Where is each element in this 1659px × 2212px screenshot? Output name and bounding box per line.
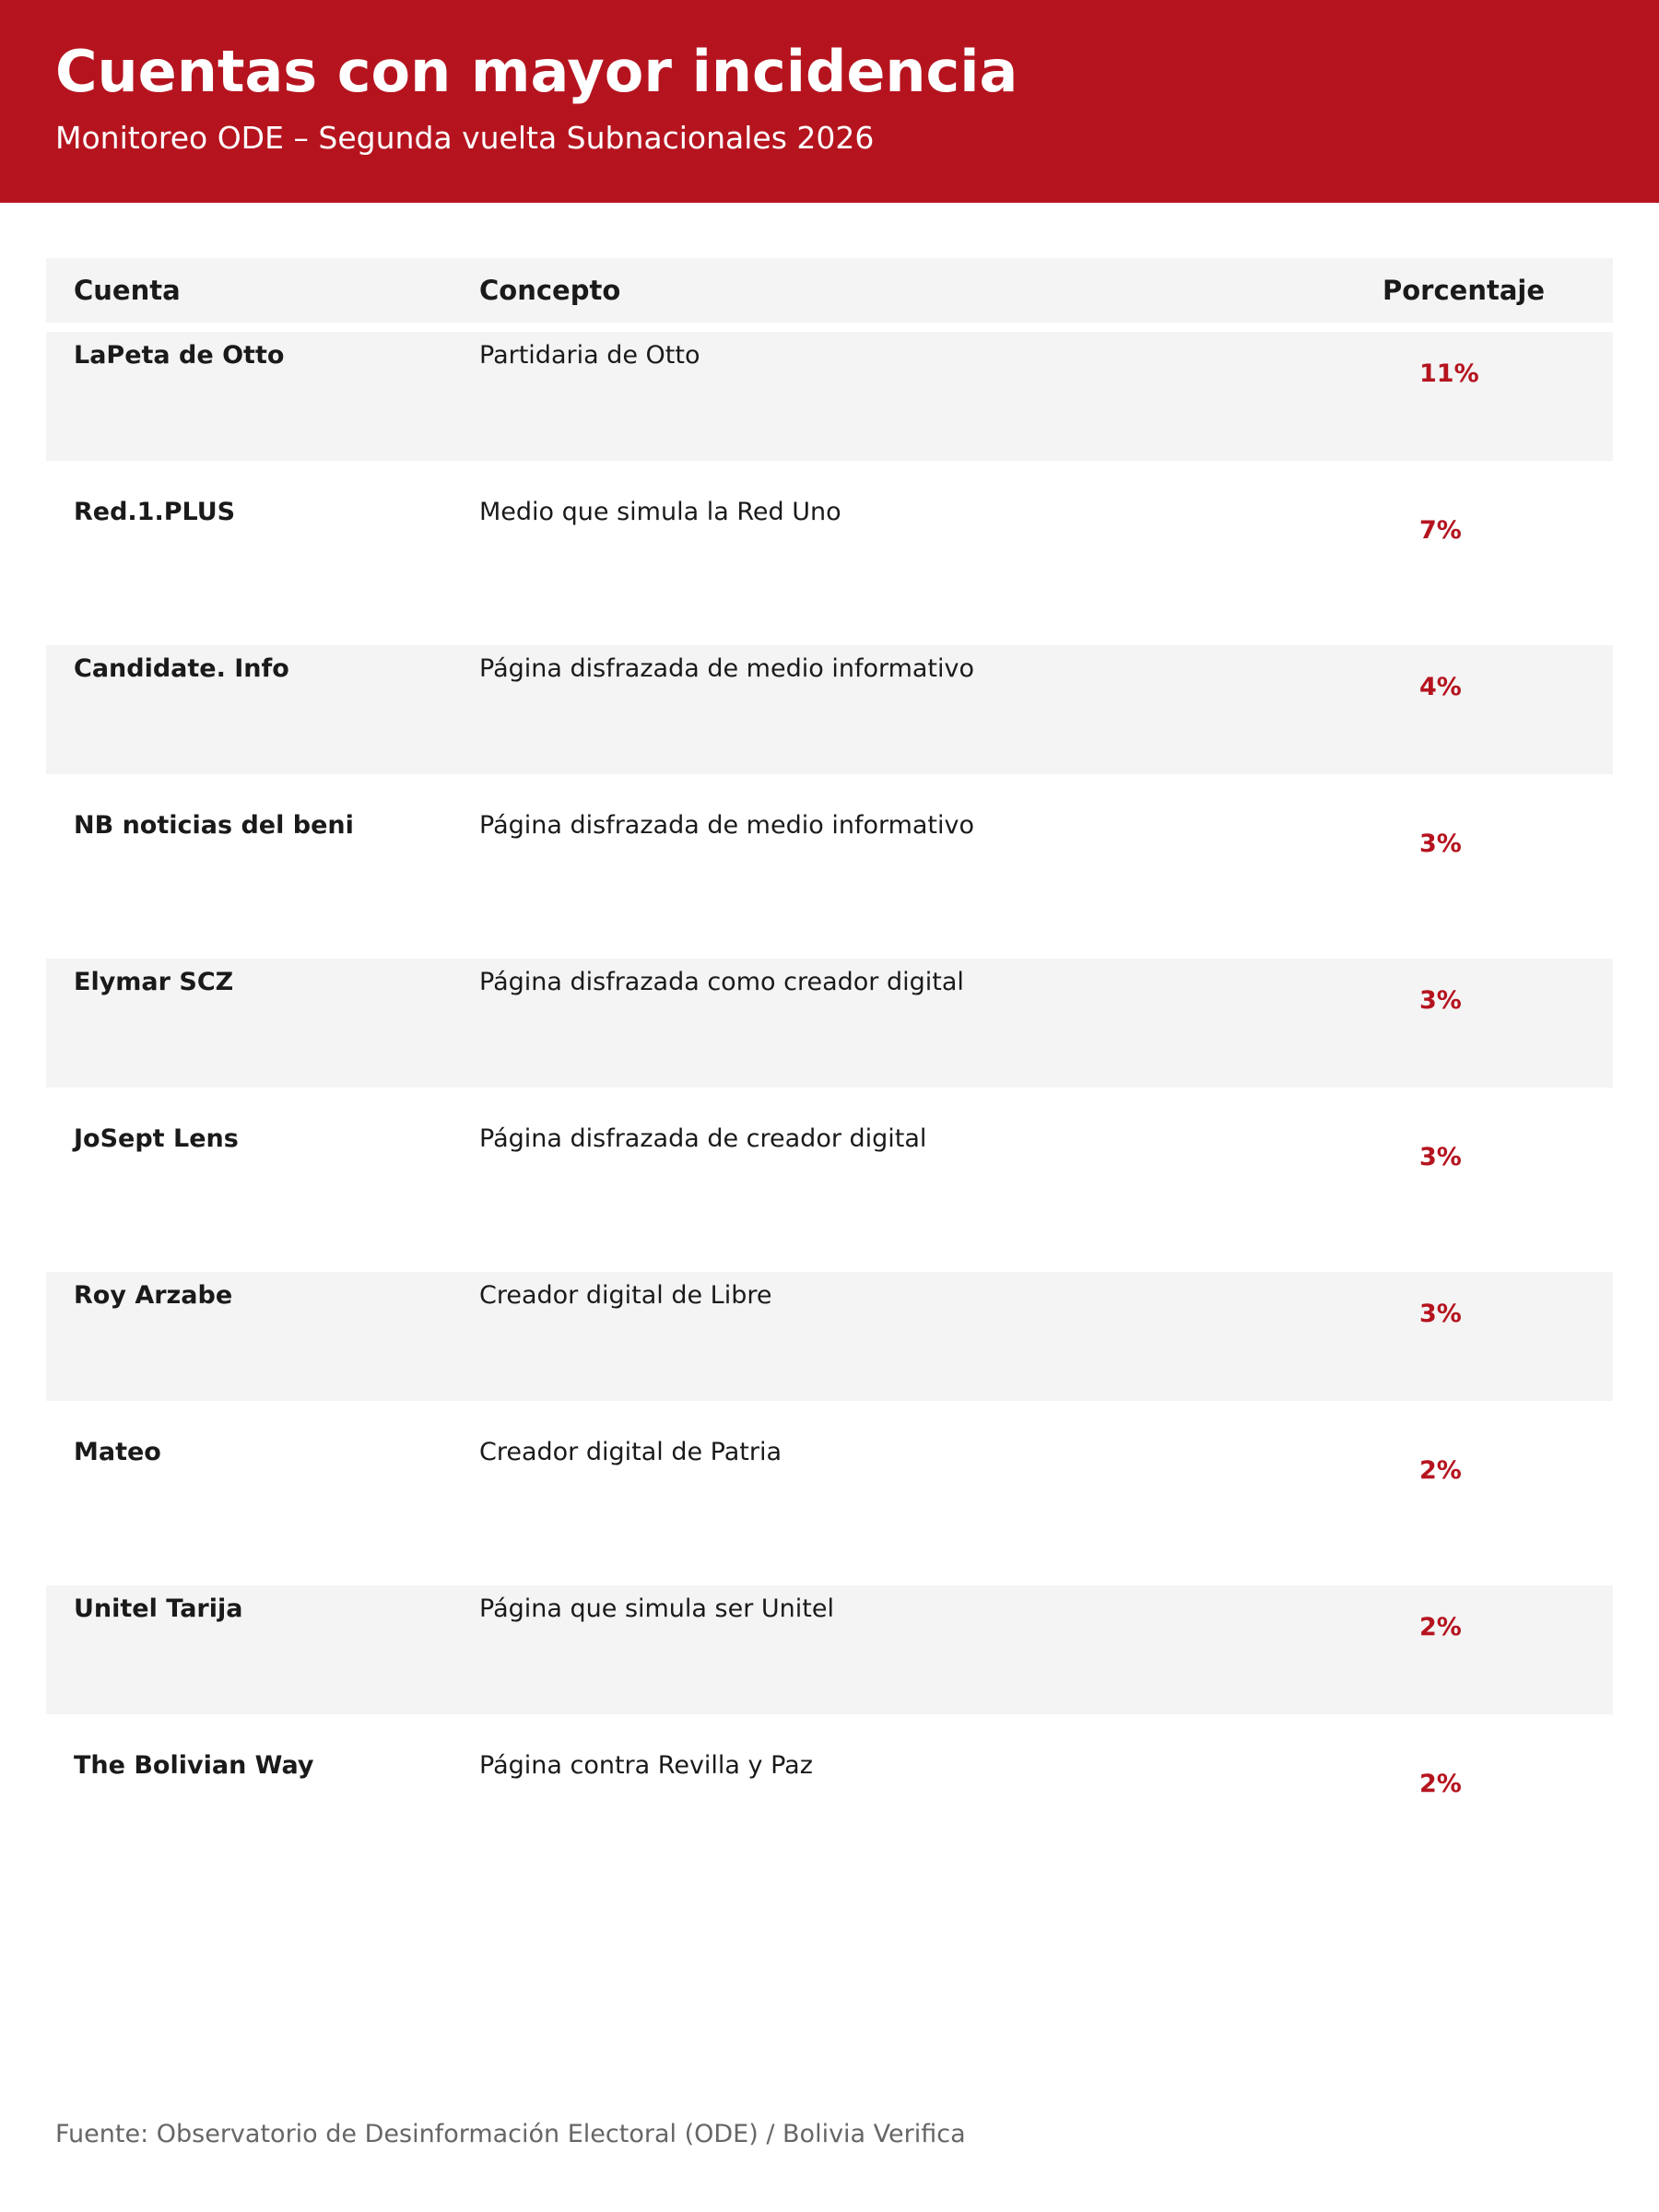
account-name: Mateo: [74, 1438, 161, 1466]
header-banner: [0, 0, 1659, 203]
account-name: LaPeta de Otto: [74, 341, 285, 370]
table-row: [46, 645, 1613, 774]
table-header: [46, 258, 1613, 323]
account-name: Unitel Tarija: [74, 1594, 243, 1623]
page-subtitle: Monitoreo ODE – Segunda vuelta Subnacionales 2026: [55, 120, 875, 156]
account-percentage: 7%: [1419, 516, 1462, 545]
account-percentage: 3%: [1419, 1143, 1462, 1171]
account-concept: Página disfrazada de medio informativo: [479, 654, 975, 683]
source-note: Fuente: Observatorio de Desinformación Electoral (ODE) / Bolivia Verifica: [55, 2120, 966, 2148]
account-concept: Página que simula ser Unitel: [479, 1594, 834, 1623]
account-percentage: 3%: [1419, 830, 1462, 858]
account-name: NB noticias del beni: [74, 811, 354, 840]
account-name: Red.1.PLUS: [74, 498, 236, 526]
column-header-account: Cuenta: [74, 275, 181, 306]
table-row: [46, 802, 1613, 931]
account-percentage: 2%: [1419, 1456, 1462, 1485]
account-concept: Página disfrazada como creador digital: [479, 968, 964, 996]
table-row: [46, 1429, 1613, 1558]
account-name: JoSept Lens: [74, 1124, 239, 1153]
account-concept: Creador digital de Patria: [479, 1438, 782, 1466]
account-concept: Página disfrazada de medio informativo: [479, 811, 975, 840]
account-percentage: 3%: [1419, 986, 1462, 1015]
account-concept: Partidaria de Otto: [479, 341, 700, 370]
account-name: Roy Arzabe: [74, 1281, 233, 1310]
page-title: Cuentas con mayor incidencia: [55, 38, 1018, 105]
account-percentage: 3%: [1419, 1300, 1462, 1328]
table-row: [46, 1742, 1613, 1871]
column-header-percentage: Porcentaje: [1382, 275, 1546, 306]
account-percentage: 2%: [1419, 1613, 1462, 1641]
table-row: [46, 488, 1613, 618]
account-concept: Creador digital de Libre: [479, 1281, 772, 1310]
account-name: The Bolivian Way: [74, 1751, 314, 1780]
column-header-concept: Concepto: [479, 275, 621, 306]
accounts-table: [46, 258, 1613, 1798]
account-name: Candidate. Info: [74, 654, 289, 683]
table-row: [46, 332, 1613, 461]
table-row: [46, 1115, 1613, 1244]
account-percentage: 4%: [1419, 673, 1462, 701]
table-row: [46, 959, 1613, 1088]
account-name: Elymar SCZ: [74, 968, 234, 996]
table-row: [46, 1272, 1613, 1401]
account-percentage: 11%: [1419, 359, 1479, 388]
account-percentage: 2%: [1419, 1770, 1462, 1798]
table-row: [46, 1585, 1613, 1714]
account-concept: Medio que simula la Red Uno: [479, 498, 841, 526]
account-concept: Página contra Revilla y Paz: [479, 1751, 813, 1780]
account-concept: Página disfrazada de creador digital: [479, 1124, 927, 1153]
